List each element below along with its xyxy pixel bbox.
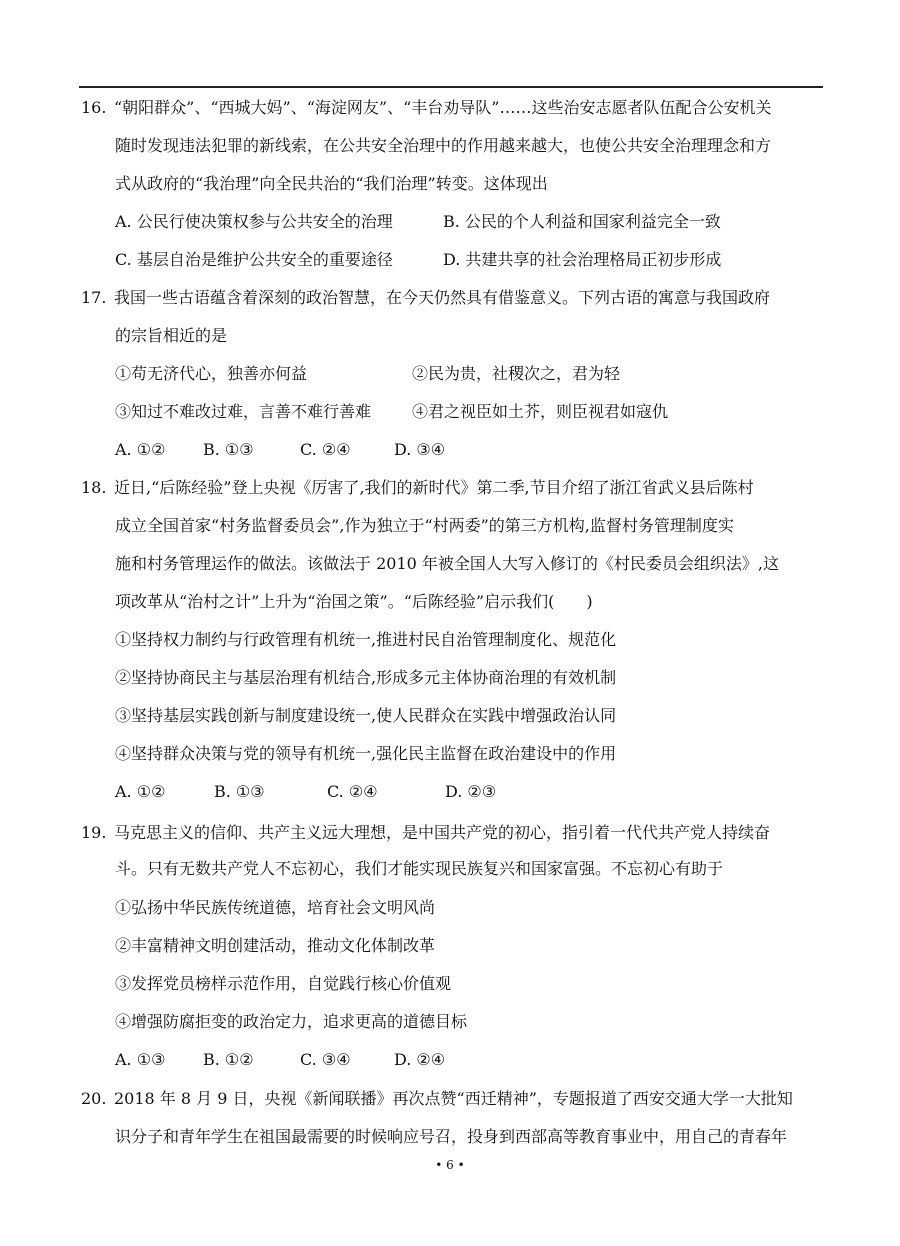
option-a: A. ①③ [115, 1050, 166, 1069]
statement-3: ③发挥党员榜样示范作用，自觉践行核心价值观 [115, 974, 452, 993]
statement-1: ①苟无济代心，独善亦何益 [115, 364, 308, 383]
option-b: B. ①③ [203, 440, 254, 459]
question-18-line-4: 项改革从“治村之计”上升为“治国之策”。“后陈经验”启示我们( ) [115, 592, 593, 611]
statement-2: ②坚持协商民主与基层治理有机结合,形成多元主体协商治理的有效机制 [115, 668, 617, 687]
statement-3: ③坚持基层实践创新与制度建设统一,使人民群众在实践中增强政治认同 [115, 706, 617, 725]
option-a: A. ①② [115, 440, 166, 459]
statement-2: ②丰富精神文明创建活动，推动文化体制改革 [115, 936, 436, 955]
question-text: 2018 年 8 月 9 日，央视《新闻联播》再次点赞“西迁精神”，专题报道了西安交通大学一大批知 [114, 1089, 793, 1108]
question-19-line-1 [81, 822, 770, 844]
option-c: C. ②④ [327, 782, 378, 801]
statement-4: ④君之视臣如土芥，则臣视君如寇仇 [412, 402, 669, 421]
question-number: 20. [81, 1089, 107, 1108]
option-a: A. ①② [115, 782, 166, 801]
statement-4: ④增强防腐拒变的政治定力，追求更高的道德目标 [115, 1012, 468, 1031]
statement-3: ③知过不难改过难，言善不难行善难 [115, 402, 372, 421]
question-number: 18. [81, 478, 107, 497]
question-16-line-2: 随时发现违法犯罪的新线索，在公共安全治理中的作用越来越大，也使公共安全治理理念和方 [115, 136, 772, 155]
question-17-line-2: 的宗旨相近的是 [115, 326, 228, 345]
option-d: D. ②④ [394, 1050, 446, 1069]
option-d: D. ③④ [394, 440, 446, 459]
option-a: A. 公民行使决策权参与公共安全的治理 [115, 212, 393, 231]
question-16-line-1 [81, 97, 771, 119]
question-20-line-1 [81, 1088, 793, 1110]
option-b: B. 公民的个人利益和国家利益完全一致 [443, 212, 721, 231]
statement-1: ①坚持权力制约与行政管理有机统一,推进村民自治管理制度化、规范化 [115, 630, 617, 649]
question-number: 16. [81, 98, 107, 117]
statement-1: ①弘扬中华民族传统道德，培育社会文明风尚 [115, 898, 436, 917]
option-c: C. ②④ [300, 440, 351, 459]
question-text: 近日,“后陈经验”登上央视《厉害了,我们的新时代》第二季,节目介绍了浙江省武义县后陈村 [114, 478, 754, 497]
option-d: D. ②③ [445, 782, 497, 801]
statement-4: ④坚持群众决策与党的领导有机统一,强化民主监督在政治建设中的作用 [115, 744, 617, 763]
question-18-line-3: 施和村务管理运作的做法。该做法于 2010 年被全国人大写入修订的《村民委员会组织法》,这 [115, 554, 779, 573]
option-b: B. ①③ [214, 782, 265, 801]
question-20-line-2: 识分子和青年学生在祖国最需要的时候响应号召，投身到西部高等教育事业中，用自己的青春年 [115, 1127, 788, 1146]
option-c: C. 基层自治是维护公共安全的重要途径 [115, 250, 393, 269]
question-17-line-1 [81, 287, 770, 309]
option-b: B. ①② [203, 1050, 254, 1069]
question-19-line-2: 斗。只有无数共产党人不忘初心，我们才能实现民族复兴和国家富强。不忘初心有助于 [115, 859, 724, 878]
question-text: “朝阳群众”、“西城大妈”、“海淀网友”、“丰台劝导队”……这些治安志愿者队伍配合公安机关 [114, 98, 772, 117]
header-rule [79, 86, 823, 88]
option-d: D. 共建共享的社会治理格局正初步形成 [443, 250, 722, 269]
question-text: 我国一些古语蕴含着深刻的政治智慧，在今天仍然具有借鉴意义。下列古语的寓意与我国政府 [114, 288, 771, 307]
question-number: 17. [81, 288, 107, 307]
question-16-line-3: 式从政府的“我治理”向全民共治的“我们治理”转变。这体现出 [115, 174, 548, 193]
statement-2: ②民为贵，社稷次之，君为轻 [412, 364, 621, 383]
question-18-line-1 [81, 477, 754, 499]
page-number: • 6 • [435, 1158, 465, 1172]
question-18-line-2: 成立全国首家“村务监督委员会”,作为独立于“村两委”的第三方机构,监督村务管理制度实 [115, 516, 734, 535]
option-c: C. ③④ [300, 1050, 351, 1069]
question-text: 马克思主义的信仰、共产主义远大理想，是中国共产党的初心，指引着一代代共产党人持续奋 [114, 823, 771, 842]
question-number: 19. [81, 823, 107, 842]
